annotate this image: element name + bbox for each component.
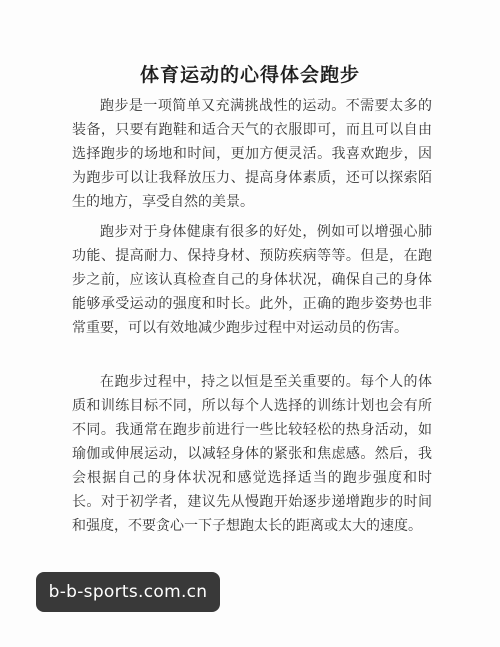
document-title: 体育运动的心得体会跑步: [139, 64, 360, 86]
paragraph-3: 在跑步过程中，持之以恒是至关重要的。每个人的体质和训练目标不同，所以每个人选择的训练计划也会有所不同。我通常在跑步前进行一些比较轻松的热身活动，如瑜伽或伸展运动，以减轻身体的紧张和焦虑感。然后，我会根据自己的身体状况和感觉选择适当的跑步强度和时长。对于初学者，建议先从慢跑开始逐步递增跑步的时间和强度，不要贪心一下子想跑太长的距离或太大的速度。: [72, 374, 432, 534]
watermark-text: b-b-sports.com.cn: [48, 582, 208, 602]
watermark-badge: [36, 572, 220, 612]
paragraph-2: 跑步对于身体健康有很多的好处，例如可以增强心肺功能、提高耐力、保持身材、预防疾病等等。但是，在跑步之前，应该认真检查自己的身体状况，确保自己的身体能够承受运动的强度和时长。此外，正确的跑步姿势也非常重要，可以有效地减少跑步过程中对运动员的伤害。: [72, 224, 432, 336]
paragraph-1: 跑步是一项简单又充满挑战性的运动。不需要太多的装备，只要有跑鞋和适合天气的衣服即可，而且可以自由选择跑步的场地和时间，更加方便灵活。我喜欢跑步，因为跑步可以让我释放压力、提高身体素质，还可以探索陌生的地方，享受自然的美景。: [72, 98, 432, 210]
